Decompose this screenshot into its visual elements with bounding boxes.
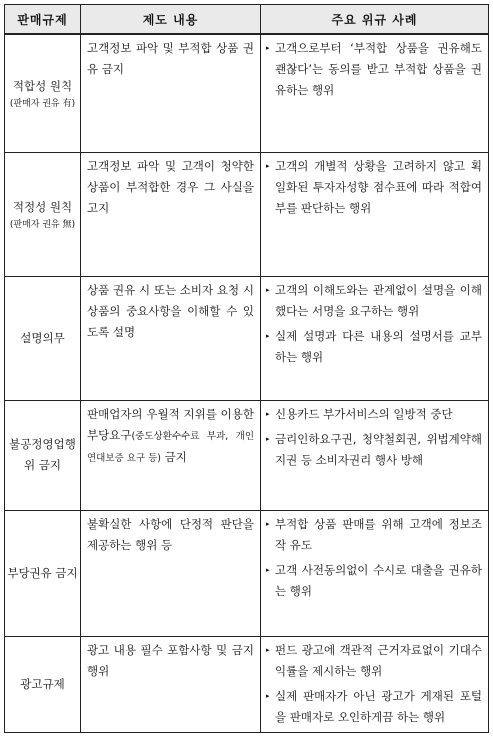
bullet-icon: ▸: [266, 434, 270, 443]
table-row: [5, 276, 489, 400]
content-cell: 고객정보 파악 및 부적합 상품 권유 금지: [81, 34, 261, 152]
bullet-icon: ▸: [266, 285, 270, 294]
case-item: ▸ 고객의 이해도와는 관계없이 설명을 이해했다는 서명을 요구하는 행위: [265, 280, 482, 322]
bullet-icon: ▸: [266, 331, 270, 340]
bullet-icon: ▸: [266, 409, 270, 418]
table-row: [5, 636, 489, 732]
table-row: [5, 34, 489, 152]
regulation-table: [4, 4, 489, 733]
category-label: 광고규제: [20, 676, 65, 691]
category-cell: [5, 276, 81, 400]
category-sublabel: (판매자 권유 無): [9, 219, 76, 230]
cases-cell: [261, 510, 489, 636]
header-violation-cases: 주요 위규 사례: [261, 5, 489, 35]
table-row: [5, 510, 489, 636]
category-label: 설명의무: [20, 330, 65, 345]
cases-cell: [261, 276, 489, 400]
content-cell: 고객정보 파악 및 고객이 청약한 상품이 부적합한 경우 그 사실을 고지: [81, 152, 261, 276]
category-cell: [5, 636, 81, 732]
cases-cell: [261, 636, 489, 732]
bullet-icon: ▸: [266, 161, 270, 170]
bullet-icon: ▸: [266, 565, 270, 574]
bullet-icon: ▸: [266, 691, 270, 700]
table-row: [5, 152, 489, 276]
case-item: ▸ 고객으로부터 ‘부적합 상품을 권유해도 괜찮다’는 동의를 받고 부적합 상품을 권유하는 행위: [265, 38, 482, 101]
table-row: [5, 400, 489, 510]
case-item: ▸ 부적합 상품 판매를 위해 고객에 정보조작 유도: [265, 514, 482, 556]
case-item: ▸ 고객의 개별적 상황을 고려하지 않고 획일화된 투자자성향 점수표에 따라 적합여부를 판단하는 행위: [265, 156, 482, 219]
header-regulation: 판매규제: [5, 5, 81, 35]
case-item: ▸ 신용카드 부가서비스의 일방적 중단: [265, 404, 482, 425]
header-row: [5, 5, 489, 35]
case-item: ▸ 고객 사전동의없이 수시로 대출을 권유하는 행위: [265, 560, 482, 602]
bullet-icon: ▸: [266, 519, 270, 528]
category-label: 부당권유 금지: [7, 565, 78, 580]
content-cell: 상품 권유 시 또는 소비자 요청 시 상품의 중요사항을 이해할 수 있도록 설명: [81, 276, 261, 400]
case-item: ▸ 실제 설명과 다른 내용의 설명서를 교부하는 행위: [265, 326, 482, 368]
category-label: 적합성 원칙: [12, 78, 73, 93]
case-item: ▸ 금리인하요구권, 청약철회권, 위법계약해지권 등 소비자권리 행사 방해: [265, 429, 482, 471]
cases-cell: [261, 152, 489, 276]
bullet-icon: ▸: [266, 44, 270, 52]
bullet-icon: ▸: [266, 645, 270, 654]
header-content: 제도 내용: [81, 5, 261, 35]
content-cell: 광고 내용 필수 포함사항 및 금지행위: [81, 636, 261, 732]
case-item: ▸ 실제 판매자가 아닌 광고가 게재된 포털을 판매자로 오인하게끔 하는 행위: [265, 686, 482, 728]
category-cell: [5, 510, 81, 636]
cases-cell: [261, 400, 489, 510]
category-cell: [5, 34, 81, 152]
category-label: 적정성 원칙: [12, 199, 73, 214]
cases-cell: [261, 34, 489, 152]
category-sublabel: (판매자 권유 有): [9, 98, 76, 109]
category-label: 불공정영업행위 금지: [9, 437, 76, 472]
category-cell: [5, 152, 81, 276]
content-cell: 판매업자의 우월적 지위를 이용한 부당요구(중도상환수수료 부과, 개인 연대보증 요구 등) 금지: [81, 400, 261, 510]
case-item: ▸ 펀드 광고에 객관적 근거자료없이 기대수익률을 제시하는 행위: [265, 640, 482, 682]
category-cell: [5, 400, 81, 510]
content-cell: 불확실한 사항에 단정적 판단을 제공하는 행위 등: [81, 510, 261, 636]
